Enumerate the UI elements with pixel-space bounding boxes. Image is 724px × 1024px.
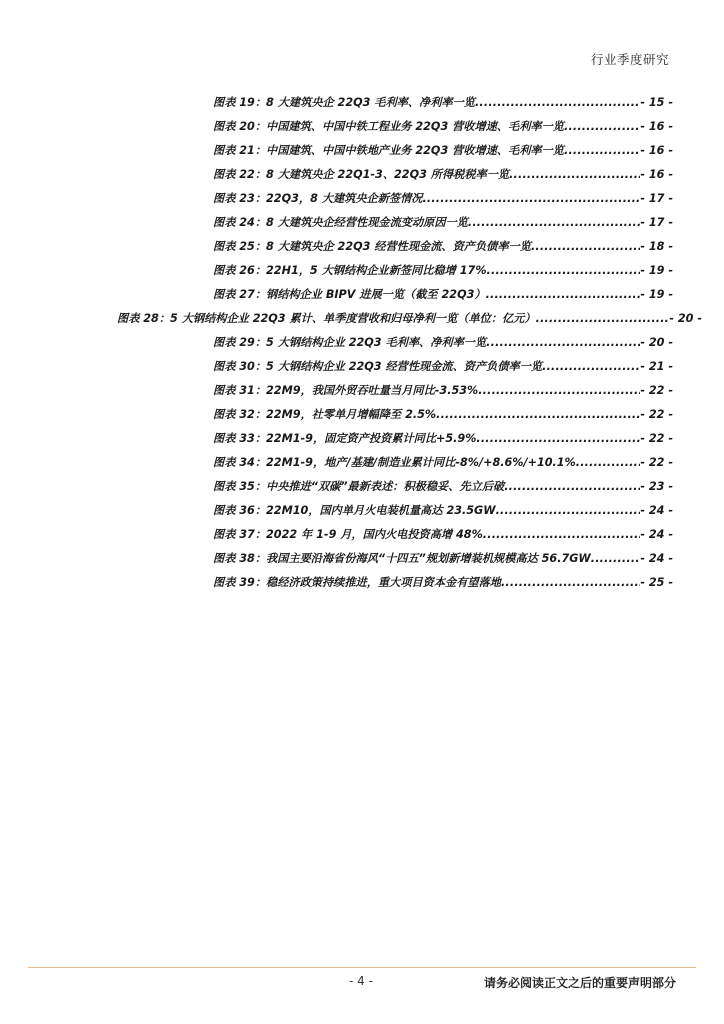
toc-item-32[interactable] [213,407,673,423]
toc-item-21[interactable] [213,143,673,159]
toc-item-38[interactable] [213,551,673,567]
toc-item-37[interactable] [213,527,673,543]
toc-item-page: - 22 - [640,456,673,469]
toc-item-page: - 17 - [640,216,673,229]
toc-leader-dots [486,335,640,351]
toc-item-page: - 23 - [640,480,673,493]
toc-item-page: - 15 - [640,96,673,109]
toc-item-page: - 19 - [640,264,673,277]
toc-item-22[interactable] [213,167,673,183]
toc-item-page: - 20 - [640,336,673,349]
toc-item-page: - 18 - [640,240,673,253]
toc-leader-dots [422,191,640,207]
toc-leader-dots [478,383,640,399]
toc-item-label: 图表 34：22M1-9，地产/基建/制造业累计同比-8%/+8.6%/+10.1% [213,456,576,469]
toc-item-19[interactable] [213,95,673,111]
toc-item-label: 图表 27：钢结构企业 BIPV 进展一览（截至 22Q3） [213,288,486,301]
toc-item-31[interactable] [213,383,673,399]
toc-item-20[interactable] [213,119,673,135]
toc-item-label: 图表 20：中国建筑、中国中铁工程业务 22Q3 营收增速、毛利率一览 [213,120,564,133]
toc-leader-dots [475,95,640,111]
toc-item-label: 图表 26：22H1，5 大钢结构企业新签同比稳增 17% [213,264,487,277]
toc-leader-dots [536,311,670,327]
toc-item-page: - 21 - [640,360,673,373]
toc-item-label: 图表 35：中央推进“双碳”最新表述：积极稳妥、先立后破 [213,480,505,493]
toc-leader-dots [531,239,640,255]
toc-item-30[interactable] [213,359,673,375]
toc-item-label: 图表 25：8 大建筑央企 22Q3 经营性现金流、资产负债率一览 [213,240,531,253]
toc-leader-dots [542,359,640,375]
page-header-title: 行业季度研究 [590,52,669,67]
toc-item-page: - 24 - [640,552,673,565]
toc-item-label: 图表 29：5 大钢结构企业 22Q3 毛利率、净利率一览 [213,336,487,349]
toc-item-page: - 24 - [640,504,673,517]
toc-leader-dots [576,455,641,471]
toc-item-24[interactable] [213,215,673,231]
toc-leader-dots [476,431,640,447]
toc-leader-dots [591,551,641,567]
toc-item-page: - 19 - [640,288,673,301]
toc-item-label: 图表 32：22M9，社零单月增幅降至 2.5% [213,408,437,421]
toc-leader-dots [436,407,640,423]
footer-disclaimer: 请务必阅读正文之后的重要声明部分 [483,976,676,990]
toc-item-label: 图表 24：8 大建筑央企经营性现金流变动原因一览 [213,216,468,229]
toc-item-label: 图表 30：5 大钢结构企业 22Q3 经营性现金流、资产负债率一览 [213,360,543,373]
toc-leader-dots [564,119,640,135]
toc-item-page: - 16 - [640,120,673,133]
toc-item-label: 图表 39：稳经济政策持续推进，重大项目资本金有望落地 [213,576,501,589]
toc-leader-dots [483,527,641,543]
toc-item-page: - 22 - [640,408,673,421]
toc-item-page: - 25 - [640,576,673,589]
toc-item-page: - 22 - [640,384,673,397]
toc-item-label: 图表 31：22M9，我国外贸吞吐量当月同比-3.53% [213,384,479,397]
toc-leader-dots [564,143,640,159]
toc-leader-dots [501,575,640,591]
toc-leader-dots [468,215,640,231]
toc-item-label: 图表 19：8 大建筑央企 22Q3 毛利率、净利率一览 [213,96,475,109]
toc-item-label: 图表 37：2022 年 1-9 月，国内火电投资高增 48% [213,528,483,541]
toc-item-26[interactable] [213,263,673,279]
toc-item-label: 图表 33：22M1-9，固定资产投资累计同比+5.9% [213,432,477,445]
footer-page-number: - 4 - [349,974,373,988]
toc-item-label: 图表 23：22Q3，8 大建筑央企新签情况 [213,192,423,205]
toc-item-25[interactable] [213,239,673,255]
toc-item-34[interactable] [213,455,673,471]
toc-item-27[interactable] [213,287,673,303]
toc-leader-dots [486,287,641,303]
toc-item-label: 图表 38：我国主要沿海省份海风“十四五”规划新增装机规模高达 56.7GW [213,552,591,565]
toc-item-page: - 20 - [669,312,702,325]
toc-item-page: - 24 - [640,528,673,541]
toc-item-page: - 22 - [640,432,673,445]
toc-item-page: - 16 - [640,168,673,181]
toc-leader-dots [504,479,640,495]
toc-item-36[interactable] [213,503,673,519]
toc-item-label: 图表 36：22M10，国内单月火电装机量高达 23.5GW [213,504,496,517]
toc-item-29[interactable] [213,335,673,351]
toc-item-33[interactable] [213,431,673,447]
toc-item-39[interactable] [213,575,673,591]
toc-item-28[interactable] [117,311,702,327]
toc-leader-dots [487,263,641,279]
toc-item-35[interactable] [213,479,673,495]
toc-item-page: - 17 - [640,192,673,205]
toc-item-label: 图表 28：5 大钢结构企业 22Q3 累计、单季度营收和归母净利一览（单位：亿元） [117,312,536,325]
toc-item-23[interactable] [213,191,673,207]
toc-leader-dots [509,167,640,183]
toc-item-page: - 16 - [640,144,673,157]
footer-divider [28,967,696,968]
toc-item-label: 图表 22：8 大建筑央企 22Q1-3、22Q3 所得税税率一览 [213,168,510,181]
toc-item-label: 图表 21：中国建筑、中国中铁地产业务 22Q3 营收增速、毛利率一览 [213,144,564,157]
toc-leader-dots [496,503,641,519]
